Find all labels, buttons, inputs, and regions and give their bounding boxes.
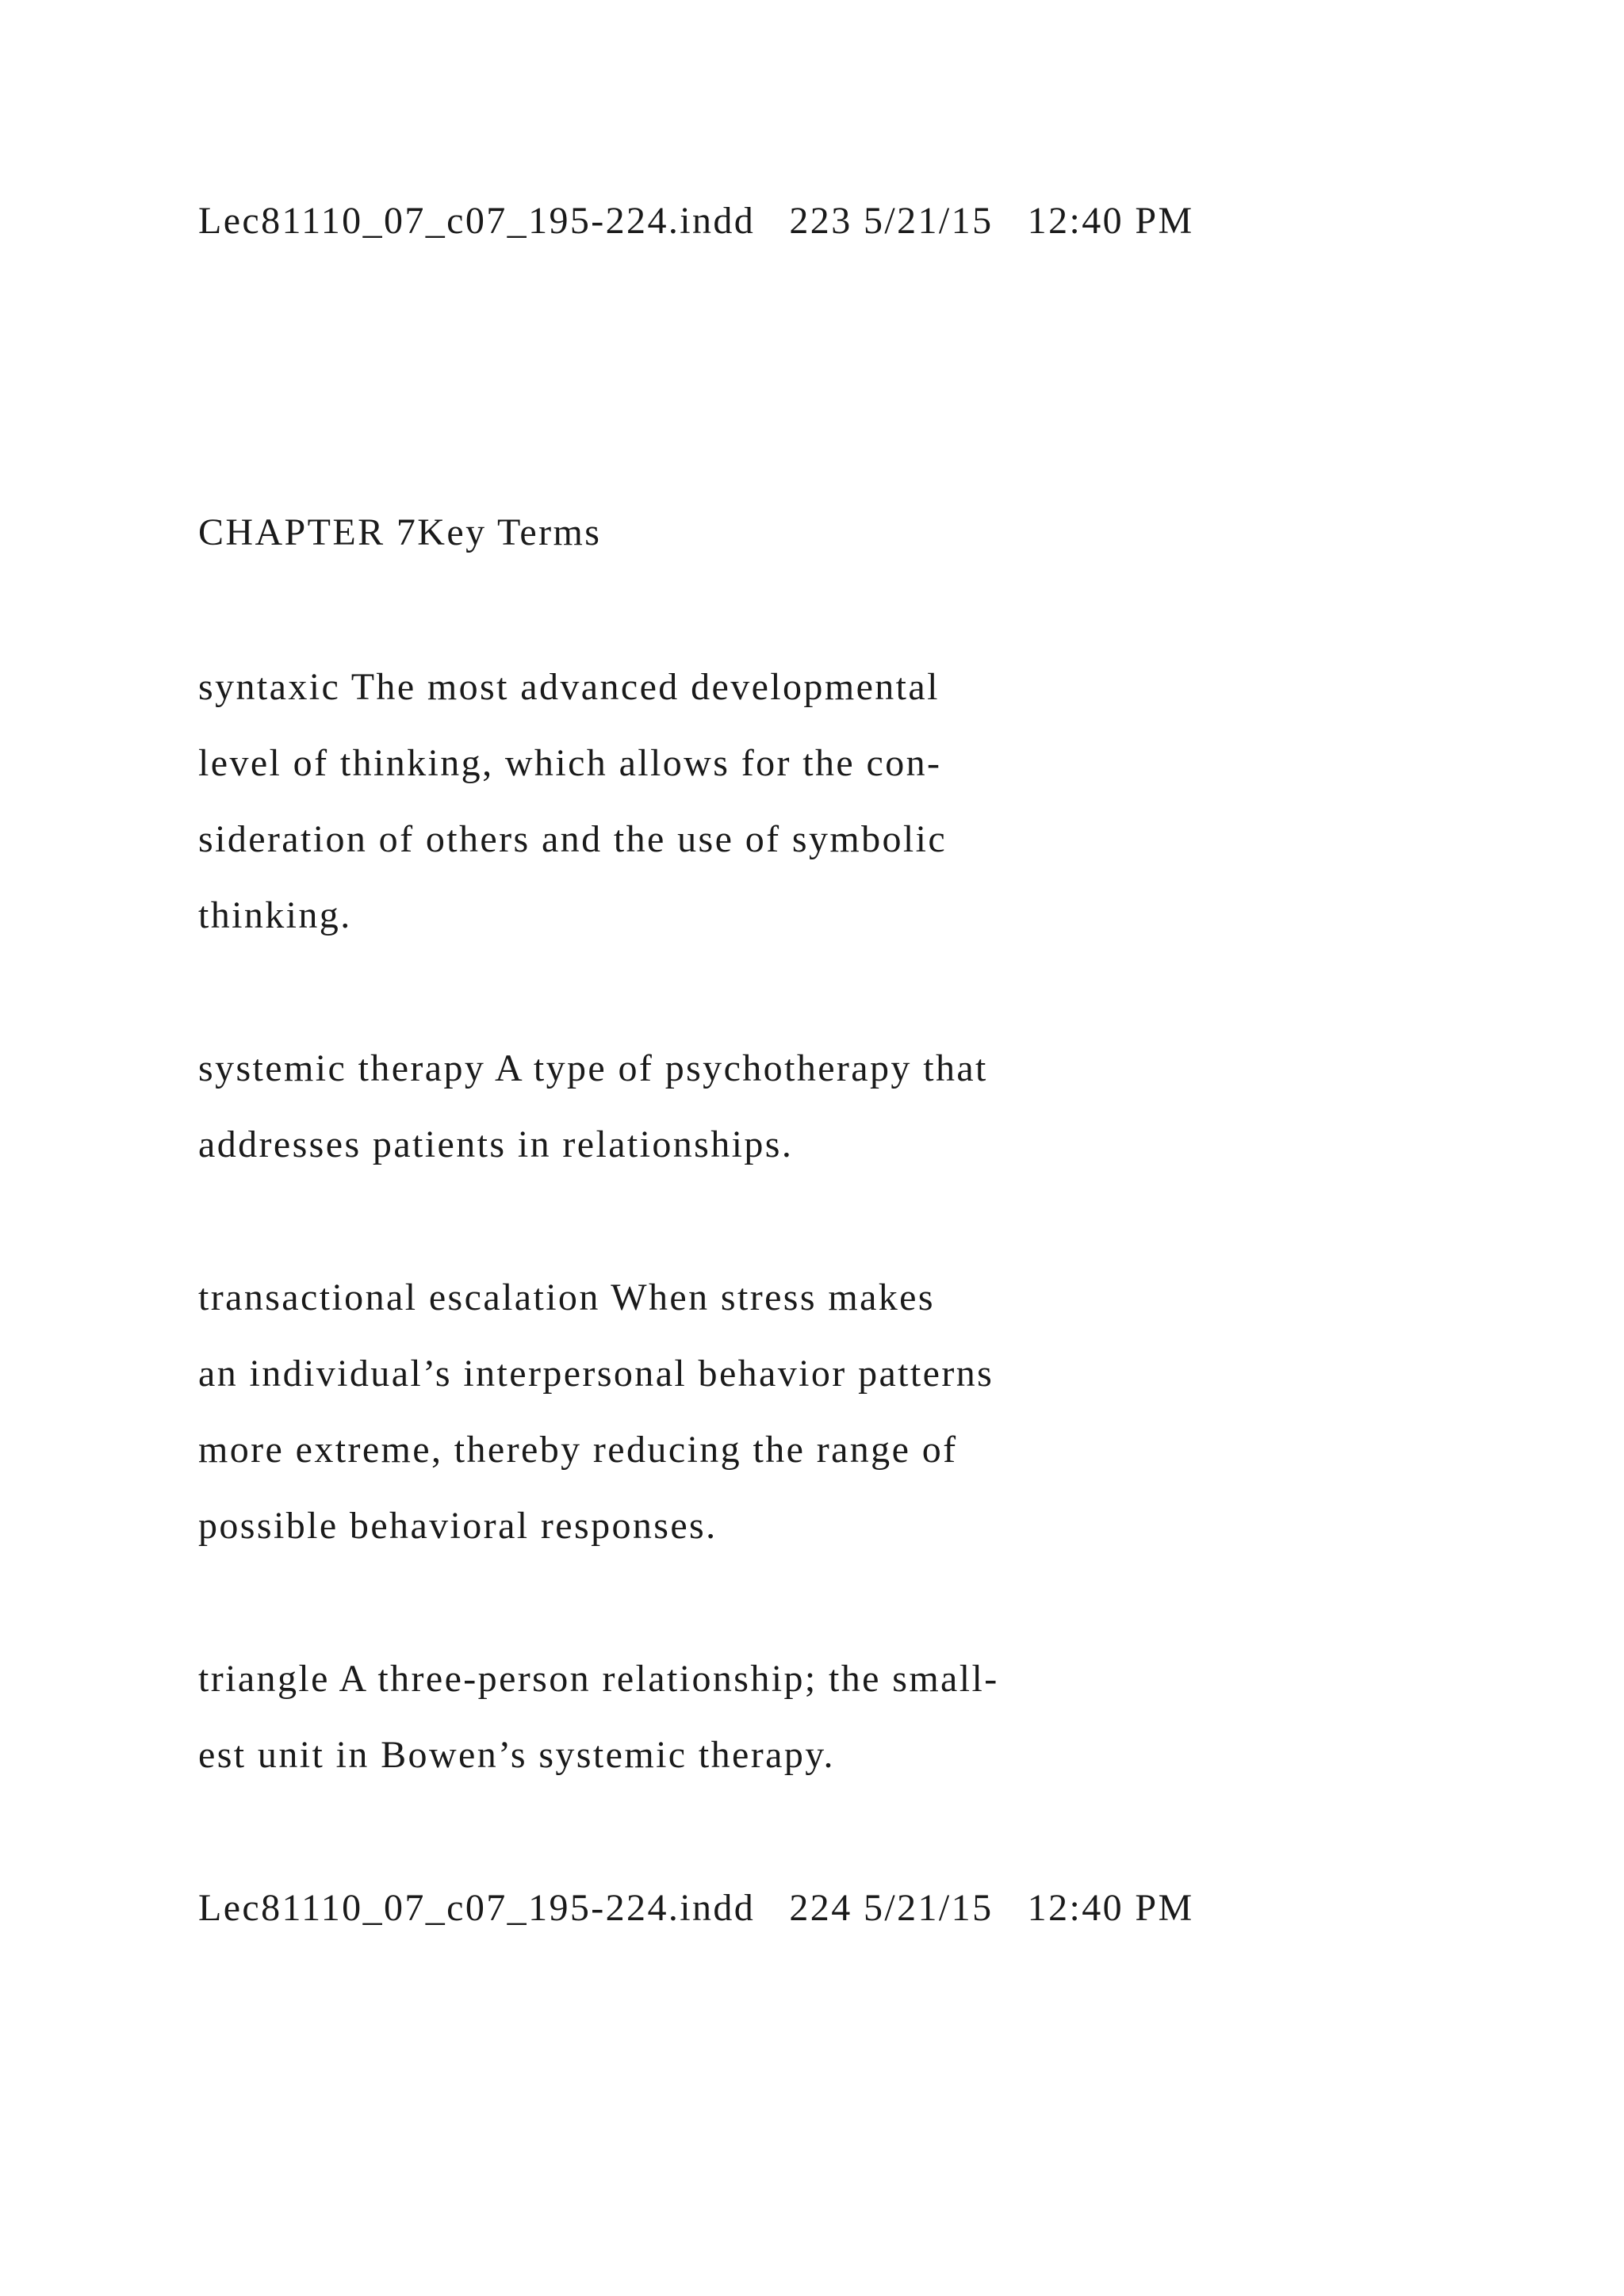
chapter-heading: CHAPTER 7Key Terms	[198, 511, 602, 553]
page-slug-top: Lec81110_07_c07_195-224.indd 223 5/21/15 12:40 PM	[198, 200, 1194, 242]
term-triangle-line-1: triangle A three-person relationship; the small-	[198, 1658, 999, 1700]
term-syntaxic-line-4: thinking.	[198, 894, 352, 936]
term-systemic-therapy-line-2: addresses patients in relationships.	[198, 1123, 794, 1165]
term-systemic-therapy-line-1: systemic therapy A type of psychotherapy that	[198, 1047, 988, 1089]
term-transactional-escalation-line-3: more extreme, thereby reducing the range of	[198, 1429, 958, 1471]
term-syntaxic-line-2: level of thinking, which allows for the con-	[198, 742, 942, 784]
term-transactional-escalation-line-4: possible behavioral responses.	[198, 1505, 718, 1547]
page-slug-bottom: Lec81110_07_c07_195-224.indd 224 5/21/15 12:40 PM	[198, 1887, 1194, 1929]
term-transactional-escalation-line-2: an individual’s interpersonal behavior patterns	[198, 1353, 994, 1395]
term-syntaxic-line-1: syntaxic The most advanced developmental	[198, 666, 940, 708]
term-syntaxic-line-3: sideration of others and the use of symbolic	[198, 818, 948, 860]
term-triangle-line-2: est unit in Bowen’s systemic therapy.	[198, 1734, 835, 1776]
term-transactional-escalation-line-1: transactional escalation When stress makes	[198, 1276, 935, 1318]
